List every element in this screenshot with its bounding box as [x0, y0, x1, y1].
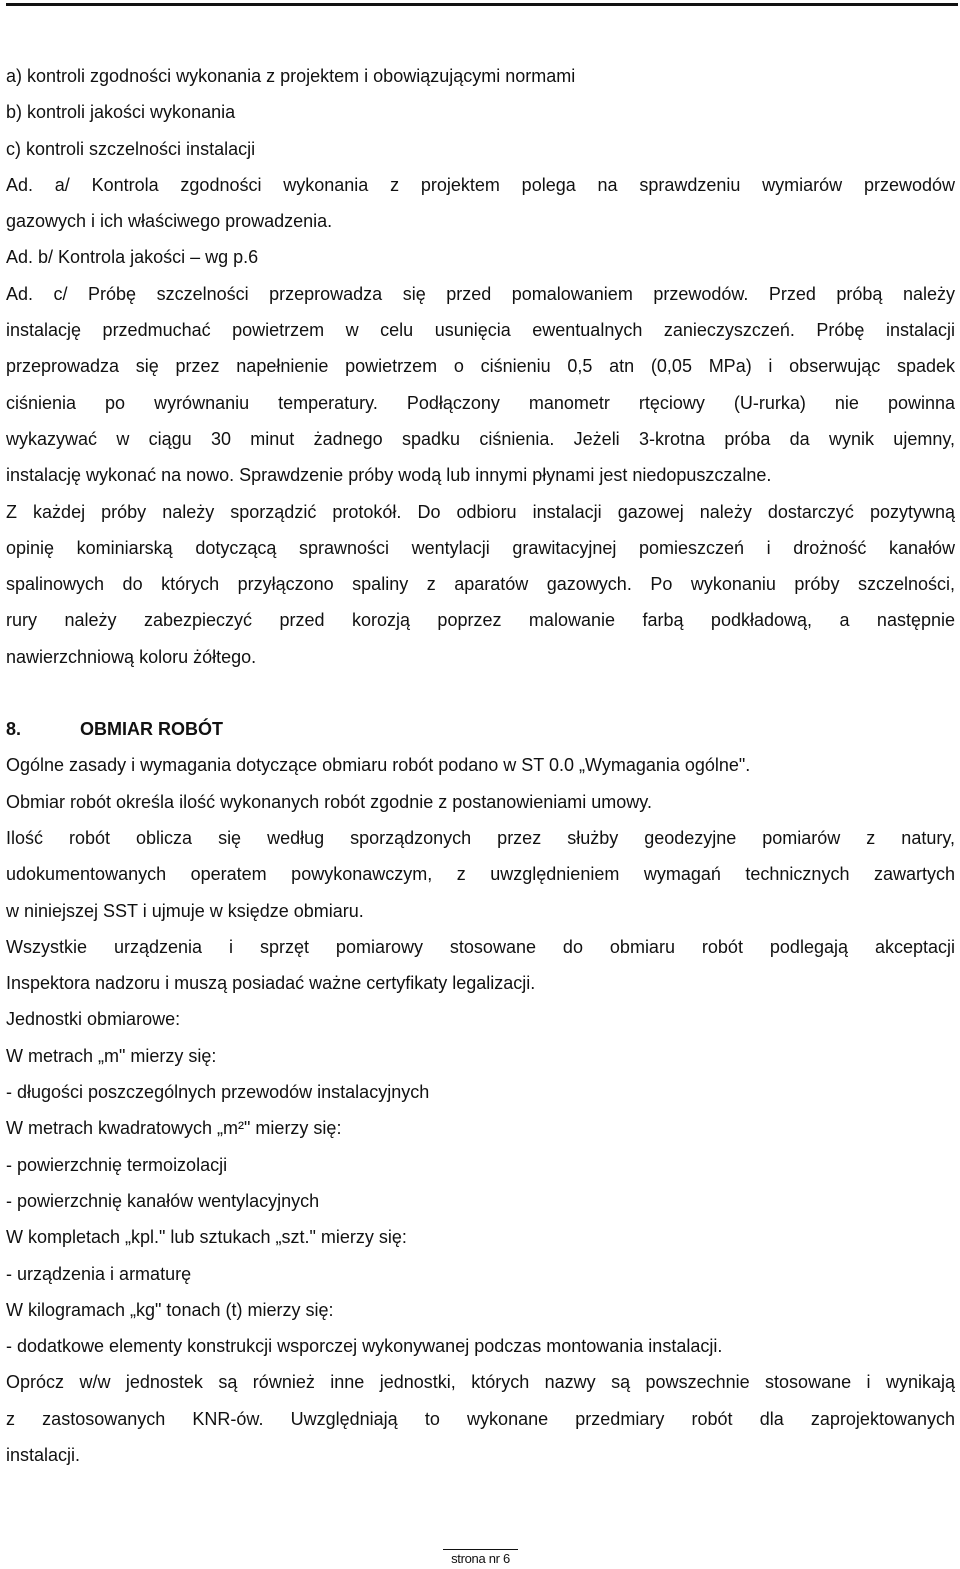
text-line: z zastosowanych KNR-ów. Uwzględniają to wykonane przedmiary robót dla zaprojektowanych: [6, 1408, 955, 1429]
section-number: 8.: [6, 719, 22, 740]
text-line: instalację przedmuchać powietrzem w celu usunięcia ewentualnych zanieczyszczeń. Próbę instalacji: [6, 320, 955, 341]
text-line: przeprowadza się przez napełnienie powietrzem o ciśnieniu 0,5 atn (0,05 MPa) i obserwując spadek: [6, 356, 955, 377]
top-rule: [6, 3, 958, 6]
text-line: - długości poszczególnych przewodów instalacyjnych: [6, 1082, 430, 1103]
page-number: strona nr 6: [451, 1551, 510, 1566]
text-line: b) kontroli jakości wykonania: [6, 102, 236, 123]
text-line: instalacji.: [6, 1444, 81, 1465]
text-line: Jednostki obmiarowe:: [6, 1009, 181, 1030]
text-line: nawierzchniową koloru żółtego.: [6, 646, 257, 667]
text-line: Obmiar robót określa ilość wykonanych robót zgodnie z postanowieniami umowy.: [6, 791, 652, 812]
text-line: W metrach „m" mierzy się:: [6, 1045, 217, 1066]
text-line: udokumentowanych operatem powykonawczym, z uwzględnieniem wymagań technicznych zawartych: [6, 864, 955, 885]
text-line: - dodatkowe elementy konstrukcji wsporczej wykonywanej podczas montowania instalacji.: [6, 1336, 723, 1357]
text-line: Inspektora nadzoru i muszą posiadać ważne certyfikaty legalizacji.: [6, 973, 536, 994]
text-line: opinię kominiarską dotyczącą sprawności wentylacji grawitacyjnej pomieszczeń i drożność kanałów: [6, 537, 955, 558]
text-line: W kilogramach „kg" tonach (t) mierzy się:: [6, 1299, 334, 1320]
text-line: Ad. b/ Kontrola jakości – wg p.6: [6, 247, 259, 268]
text-line: Ad. c/ Próbę szczelności przeprowadza się przed pomalowaniem przewodów. Przed próbą należy: [6, 283, 955, 304]
text-line: w niniejszej SST i ujmuje w księdze obmiaru.: [6, 900, 364, 921]
text-line: c) kontroli szczelności instalacji: [6, 138, 256, 159]
text-line: Ilość robót oblicza się według sporządzonych przez służby geodezyjne pomiarów z natury,: [6, 827, 955, 848]
text-line: rury należy zabezpieczyć przed korozją poprzez malowanie farbą podkładową, a następnie: [6, 610, 955, 631]
text-line: W metrach kwadratowych „m²" mierzy się:: [6, 1118, 342, 1139]
text-line: Z każdej próby należy sporządzić protokół. Do odbioru instalacji gazowej należy dostarczyć pozytywną: [6, 501, 955, 522]
text-line: Ogólne zasady i wymagania dotyczące obmiaru robót podano w ST 0.0 „Wymagania ogólne".: [6, 755, 751, 776]
text-line: - urządzenia i armaturę: [6, 1263, 192, 1284]
text-line: Oprócz w/w jednostek są również inne jednostki, których nazwy są powszechnie stosowane i wynikają: [6, 1372, 955, 1393]
document-body: [6, 58, 955, 1473]
text-line: Ad. a/ Kontrola zgodności wykonania z projektem polega na sprawdzeniu wymiarów przewodów: [6, 174, 955, 195]
text-line: instalację wykonać na nowo. Sprawdzenie próby wodą lub innymi płynami jest niedopuszczalne.: [6, 465, 772, 486]
text-line: - powierzchnię termoizolacji: [6, 1154, 228, 1175]
paragraph-gap: [6, 675, 955, 711]
text-line: wykazywać w ciągu 30 minut żadnego spadku ciśnienia. Jeżeli 3-krotna próba da wynik ujemny,: [6, 428, 955, 449]
text-line: gazowych i ich właściwego prowadzenia.: [6, 211, 333, 232]
text-line: ciśnienia po wyrównaniu temperatury. Podłączony manometr rtęciowy (U-rurka) nie powinna: [6, 392, 955, 413]
text-line: W kompletach „kpl." lub sztukach „szt." mierzy się:: [6, 1227, 407, 1248]
text-line: - powierzchnię kanałów wentylacyjnych: [6, 1190, 320, 1211]
text-line: Wszystkie urządzenia i sprzęt pomiarowy stosowane do obmiaru robót podlegają akceptacji: [6, 936, 955, 957]
text-line: spalinowych do których przyłączono spaliny z aparatów gazowych. Po wykonaniu próby szczelności,: [6, 574, 955, 595]
section-heading: [6, 711, 955, 747]
text-line: a) kontroli zgodności wykonania z projektem i obowiązującymi normami: [6, 66, 576, 86]
section-title: OBMIAR ROBÓT: [80, 719, 223, 740]
